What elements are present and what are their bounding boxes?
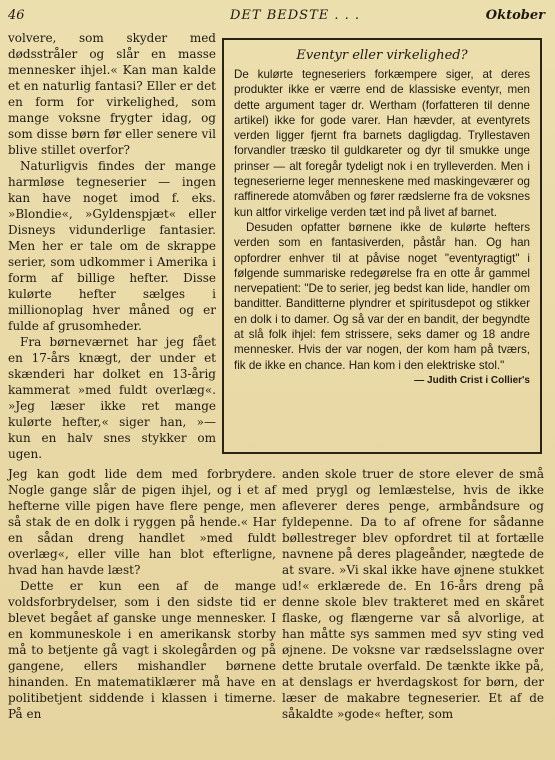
box-credit: — Judith Crist i Collier's [414, 374, 530, 386]
right-column [282, 466, 544, 722]
paragraph: Fra børneværnet har jeg fået en 17-års knægt, der under et skænderi har dolket en 13-årig kammerat »med fuldt overlæg«. »Jeg læser ikke ret mange kulørte hefter,« siger han, »— kun en halv snes stykker om ugen. [8, 335, 216, 461]
issue-month: Oktober [485, 8, 545, 23]
paragraph: Dette er kun een af de mange voldsforbrydelser, som i den sidste tid er blevet begået af ganske unge mennesker. I en kommuneskole i en amerikansk storby må to betjente gå vagt i skolegården og på gangene, ellers mishandler børnene hinanden. En matematiklærer må have en politibetjent siddende i klassen i timerne. På en [8, 579, 276, 721]
left-bottom-column [8, 466, 276, 722]
left-column [8, 30, 216, 462]
box-paragraph: De kulørte tegneseriers forkæmpere siger, at deres produkter ikke er værre end de klassiske eventyr, men dette argument tager dr. Wertham (forfatteren til denne artikel) ikke for gode varer. Han hævder, at eventyrets verden ligger fjernt fra barnets dagligdag. Tryllestaven forvandler træsko til guldkareter og dyr til smukke unge prinser — alt foregår tydeligt nok i en trylleverden. Men i tegneserierne leger menneskene med maskingeværer og raffinerede atomvåben og fører rædslerne fra de voksnes kun altfor virkelige verden tæt ind på livet af barnet. [234, 68, 530, 219]
paragraph: Naturligvis findes der mange harmløse tegneserier — ingen kan have noget imod f. eks. »Blondie«, »Gyldenspjæt« eller Disneys vidunderlige fantasier. Men her er tale om de skrappe serier, som udkommer i Amerika i form af billige hefter. Disse kulørte hefter sælges i millionoplag hver måned og er fulde af grusomheder. [8, 159, 216, 333]
paragraph: anden skole truer de store elever de små med prygl og lemlæstelse, hvis de ikke afleverer deres penge, armbåndsure og fyldepenne. Da to af ofrene for sådanne bøllestreger blev opfordret til at fortælle navnene på deres plageånder, nægtede de at svare. »Vi skal ikke have øjnene stukket ud!« erklærede de. En 16-års dreng på denne skole blev trakteret med en skåret flaske, og flængerne var så alvorlige, at han måtte sys sammen med syv sting ved øjnene. De voksne var rædselsslagne over dette brutale overfald. De tænkte ikke på, at denslags er hverdagskost for børn, der læser de makabre tegneserier. Et af de såkaldte »gode« hefter, som [282, 467, 544, 721]
page-number: 46 [8, 8, 25, 23]
box-paragraph: Desuden opfatter børnene ikke de kulørte hefters verden som en fantasiverden, påstår han. Og han opfordrer enhver til at påvise noget "eventyragtigt" i følgende summariske redegørelse fra en otte år gammel nervepatient: "De to serier, jeg bedst kan lide, handler om banditter. Banditterne plyndrer et spiritusdepot og stikker en dolk i to damer. Og så var der en bandit, der begyndte at slå folk ihjel: fem strissere, seks damer og 18 andre mennesker. Hvis der var nogen, der kom ham på tværs, fik de ikke en chance. Han kom i den elektriske stol." [234, 220, 530, 372]
sidebar-box [222, 38, 542, 454]
box-title: Eventyr eller virkelighed? [296, 48, 468, 63]
running-title: DET BEDSTE . . . [230, 8, 361, 23]
page-header [0, 8, 555, 30]
paragraph: volvere, som skyder med dødsstråler og slår en masse mennesker ihjel.« Kan man kalde et en naturlig fantasi? Eller er det en form for virkelighed, som mange voksne frygter idag, og som disse børn før eller senere vil blive stillet overfor? [8, 31, 216, 157]
paragraph: Jeg kan godt lide dem med forbrydere. Nogle gange slår de pigen ihjel, og i et af hefterne ville pigen have flere penge, men så stak de en dolk i ryggen på hende.« Har en sådan dreng handlet »med fuldt overlæg«, eller ville han blot efterligne, hvad han havde læst? [8, 467, 276, 577]
